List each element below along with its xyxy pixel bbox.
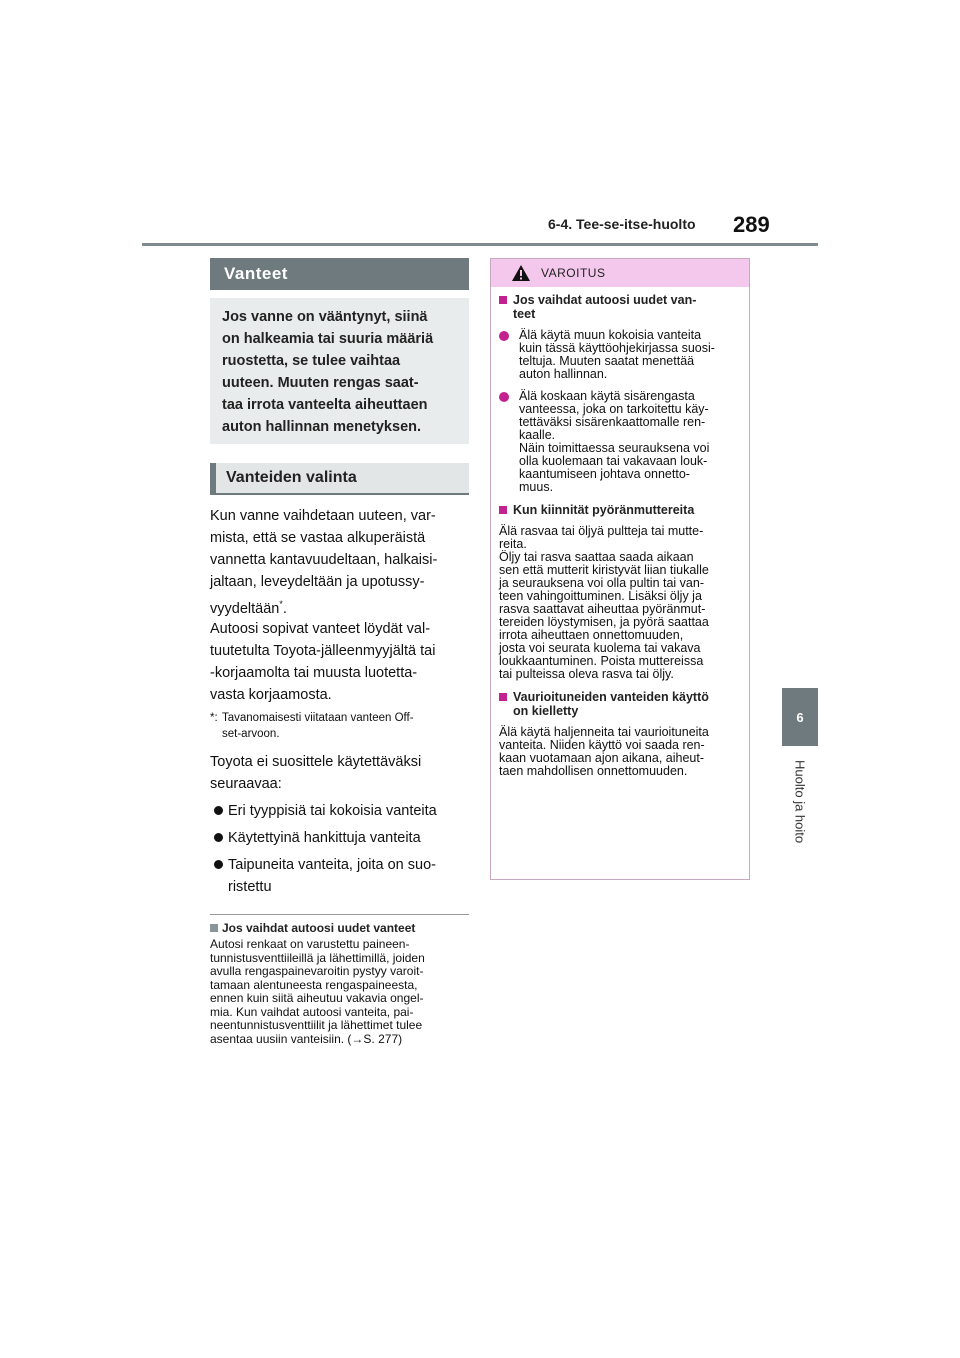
info-line: auton hallinnan menetyksen. <box>222 419 422 435</box>
paragraph-2 <box>210 618 472 706</box>
text-line: Älä käytä haljenneita tai vaurioituneita <box>499 725 709 739</box>
warning-box <box>490 258 750 880</box>
text-fragment: . <box>282 600 287 617</box>
arrow-right-icon: → <box>351 1031 364 1046</box>
text-line: teltuja. Muuten saatat menettää <box>519 354 695 368</box>
text-line <box>210 593 472 620</box>
text-line: Vaurioituneiden vanteiden käyttö <box>513 690 709 704</box>
text-line: tettäväksi sisärenkaattomalle ren- <box>519 415 706 429</box>
bullet-dot-icon <box>214 860 223 869</box>
text-line: mista, että se vastaa alkuperäistä <box>210 530 426 546</box>
text-line: teet <box>513 307 536 321</box>
text-line: taen mahdollisen onnettomuuden. <box>499 764 688 778</box>
text-line: kuin tässä käyttöohjekirjassa suosi- <box>519 341 715 355</box>
text-line: tamaan alentuneesta rengaspaineesta, <box>210 977 418 992</box>
square-bullet-icon <box>210 924 218 932</box>
page-reference-link[interactable]: S. 277) <box>363 1031 403 1046</box>
note-title <box>210 921 472 935</box>
info-line: Jos vanne on vääntynyt, siinä <box>222 309 428 325</box>
warning-paragraph <box>499 525 741 681</box>
text-line: Käytettyinä hankittuja vanteita <box>228 830 421 846</box>
text-line: sen että mutterit kiristyvät liian tiukalle <box>499 563 709 577</box>
text-line: Autoosi sopivat vanteet löydät val- <box>210 621 431 637</box>
bullet-dot-icon <box>214 833 223 842</box>
text-line: ristettu <box>228 879 272 895</box>
text-line: vanteita. Niiden käyttö voi saada ren- <box>499 738 705 752</box>
text-line: irrota aiheuttaen onnettomuuden, <box>499 628 684 642</box>
text-line: vasta korjaamosta. <box>210 687 332 703</box>
text-line <box>210 1033 472 1047</box>
info-line: uuteen. Muuten rengas saat- <box>222 375 419 391</box>
heading-vanteet: Vanteet <box>210 258 469 290</box>
info-line: on halkeamia tai suuria määriä <box>222 331 434 347</box>
square-bullet-icon <box>499 506 507 514</box>
footnote-line: set-arvoon. <box>222 728 280 740</box>
text-line: teen vahingoittuminen. Lisäksi öljy ja <box>499 589 702 603</box>
text-line: reita. <box>499 537 527 551</box>
footnote-line <box>210 710 472 726</box>
warning-paragraph <box>499 726 741 778</box>
text-line: tuutetulta Toyota-jälleenmyyjältä tai <box>210 643 436 659</box>
text-line: Kun kiinnität pyöränmuttereita <box>513 503 695 517</box>
warning-section-title <box>499 690 741 718</box>
header-divider <box>142 243 818 246</box>
text-line: kaan vuotamaan ajon aikana, aiheut- <box>499 751 705 765</box>
info-line: taa irrota vanteelta aiheuttaen <box>222 397 428 413</box>
note-body <box>210 938 472 1046</box>
text-line: Öljy tai rasva saattaa saada aikaan <box>499 550 694 564</box>
chapter-tab: 6 <box>782 688 818 746</box>
list-item <box>214 854 474 898</box>
text-line: auton hallinnan. <box>519 367 608 381</box>
warning-bullet <box>499 390 741 494</box>
text-line: Kun vanne vaihdetaan uuteen, var- <box>210 508 436 524</box>
text-line: Näin toimittaessa seurauksena voi <box>519 441 710 455</box>
bullet-dot-icon <box>499 331 509 341</box>
text-line: mia. Kun vaihdat autoosi vanteita, pai- <box>210 1004 414 1019</box>
text-line: kaalle. <box>519 428 556 442</box>
section-title: 6-4. Tee-se-itse-huolto <box>548 216 696 232</box>
text-line: Älä käytä muun kokoisia vanteita <box>519 328 702 342</box>
page-number: 289 <box>733 212 770 237</box>
text-line: muus. <box>519 480 554 494</box>
note-title-text: Jos vaihdat autoosi uudet vanteet <box>222 921 416 935</box>
footnote-marker: * <box>279 599 283 609</box>
footnote-mark: *: <box>210 712 218 724</box>
text-line: tereiden löystymisen, ja pyörä saattaa <box>499 615 709 629</box>
text-line: neentunnistusventtiilit ja lähettimet tulee <box>210 1018 423 1032</box>
text-fragment: asentaa uusiin vanteisiin. ( <box>210 1031 352 1046</box>
square-bullet-icon <box>499 693 507 701</box>
text-line: Jos vaihdat autoosi uudet van- <box>513 293 697 307</box>
bullet-list <box>214 800 474 903</box>
bullet-dot-icon <box>214 806 223 815</box>
text-line: tunnistusventtiileillä ja lähettimillä, joiden <box>210 950 425 965</box>
text-fragment: Tavanomaisesti viitataan vanteen Off- <box>222 712 414 724</box>
text-line: Toyota ei suosittele käytettäväksi <box>210 754 422 770</box>
text-line: tai pulteissa oleva rasva tai öljy. <box>499 667 674 681</box>
text-line: Eri tyyppisiä tai kokoisia vanteita <box>228 803 437 819</box>
warning-header <box>491 259 749 287</box>
warning-section-title <box>499 293 741 321</box>
list-item <box>214 827 474 849</box>
warning-triangle-icon <box>511 264 531 282</box>
warning-label: VAROITUS <box>541 266 606 280</box>
text-line: on kielletty <box>513 704 579 718</box>
note-divider <box>210 914 469 915</box>
square-bullet-icon <box>499 296 507 304</box>
text-line: jaltaan, leveydeltään ja upotussy- <box>210 574 425 590</box>
text-line: rasva saattavat aiheuttaa pyöränmut- <box>499 602 706 616</box>
text-line: avulla rengaspainevaroitin pystyy varoit- <box>210 964 424 978</box>
text-line: josta voi seurata kuolema tai vakava <box>499 641 701 655</box>
text-line: seuraavaa: <box>210 776 282 792</box>
chapter-label: Huolto ja hoito <box>792 760 808 844</box>
text-line: Älä rasvaa tai öljyä pultteja tai mutte- <box>499 524 704 538</box>
info-line: ruostetta, se tulee vaihtaa <box>222 353 401 369</box>
text-line: ja seurauksena voi olla pultin tai van- <box>499 576 704 590</box>
text-line: ennen kuin siitä aiheutuu vakavia ongel- <box>210 991 424 1005</box>
text-fragment: vyydeltään <box>210 600 280 617</box>
footnote <box>210 710 472 742</box>
text-line: vanteessa, joka on tarkoitettu käy- <box>519 402 709 416</box>
warning-content <box>491 287 749 778</box>
text-line: vannetta kantavuudeltaan, halkaisi- <box>210 552 438 568</box>
paragraph-3 <box>210 751 472 795</box>
text-line: Älä koskaan käytä sisärengasta <box>519 389 695 403</box>
text-line: -korjaamolta tai muusta luotetta- <box>210 665 418 681</box>
warning-bullet <box>499 329 741 381</box>
text-line: Autosi renkaat on varustettu paineen- <box>210 937 410 951</box>
text-line: olla kuolemaan tai vakavaan louk- <box>519 454 708 468</box>
info-box <box>210 298 469 444</box>
text-line: kaantumiseen johtava onnetto- <box>519 467 690 481</box>
bullet-dot-icon <box>499 392 509 402</box>
paragraph-1 <box>210 505 472 620</box>
text-line: loukkaantuminen. Poista muttereissa <box>499 654 704 668</box>
text-line: Taipuneita vanteita, joita on suo- <box>228 857 436 873</box>
warning-section-title <box>499 503 741 517</box>
list-item <box>214 800 474 822</box>
heading-vanteiden-valinta: Vanteiden valinta <box>210 463 469 495</box>
